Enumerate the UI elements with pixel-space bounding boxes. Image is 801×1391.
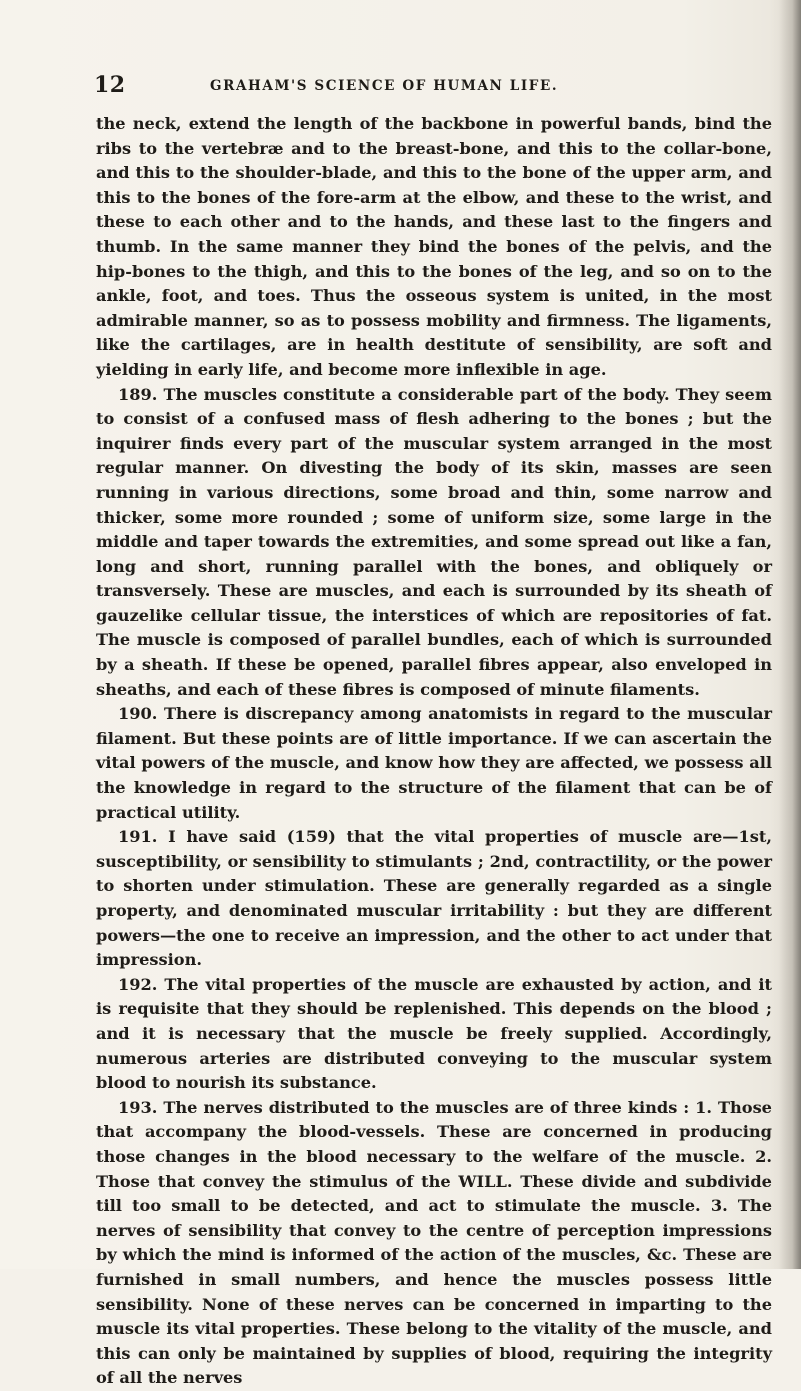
- paragraph-continuation: the neck, extend the length of the backbone in powerful bands, bind the ribs to the vertebræ and to the breast-bone, and this to the collar-bone, and this to the shoulder-blade, and this to the bone of the upper arm, and this to the bones of the fore-arm at the elbow, and these to the wrist, and these to each other and to the hands, and these last to the fingers and thumb. In the same manner they bind the bones of the pelvis, and the hip-bones to the thigh, and this to the bones of the leg, and so on to the ankle, foot, and toes. Thus the osseous system is united, in the most admirable manner, so as to possess mobility and firmness. The ligaments, like the cartilages, are in health destitute of sensibility, are soft and yielding in early life, and become more inflexible in age.: [96, 114, 772, 379]
- paragraph-192: 192. The vital properties of the muscle are exhausted by action, and it is requisite that they should be replenished. This depends on the blood ; and it is necessary that the muscle be freely supplied. Accordingly, numerous arteries are distributed conveying to the muscular system blood to nourish its substance.: [96, 974, 772, 1093]
- page-edge-shadow: [779, 0, 801, 1269]
- paragraph-189: 189. The muscles constitute a considerable part of the body. They seem to consist of a confused mass of flesh adhering to the bones ; but the inquirer finds every part of the muscular system arranged in the most regular manner. On divesting the body of its skin, masses are seen running in various directions, some broad and thin, some narrow and thicker, some more rounded ; some of uniform size, some large in the middle and taper towards the extremities, and some spread out like a fan, long and short, running parallel with the bones, and obliquely or transversely. These are muscles, and each is surrounded by its sheath of gauzelike cellular tissue, the interstices of which are repositories of fat. The muscle is composed of parallel bundles, each of which is surrounded by a sheath. If these be opened, parallel fibres appear, also enveloped in sheaths, and each of these fibres is composed of minute filaments.: [96, 384, 772, 699]
- page-number: 12: [94, 72, 126, 98]
- paragraph-190: 190. There is discrepancy among anatomists in regard to the muscular filament. But these points are of little importance. If we can ascertain the vital powers of the muscle, and know how they are affected, we possess all the knowledge in regard to the structure of the filament that can be of practical utility.: [96, 704, 772, 822]
- running-title: GRAHAM'S SCIENCE OF HUMAN LIFE.: [210, 78, 559, 94]
- paragraph-193: 193. The nerves distributed to the muscles are of three kinds : 1. Those that accompany the blood-vessels. These are concerned in producing those changes in the blood necessary to the welfare of the muscle. 2. Those that convey the stimulus of the WILL. These divide and subdivide till too small to be detected, and act to stimulate the muscle. 3. The nerves of sensibility that convey to the centre of perception impressions by which the mind is informed of the action of the muscles, &c. These are furnished in small numbers, and hence the muscles possess little sensibility. None of these nerves can be concerned in imparting to the muscle its vital properties. These belong to the vitality of the muscle, and this can only be maintained by supplies of blood, requiring the integrity of all the nerves: [96, 1097, 772, 1388]
- paragraph-191: 191. I have said (159) that the vital properties of muscle are—1st, susceptibility, or sensibility to stimulants ; 2nd, contractility, or the power to shorten under stimulation. These are generally regarded as a single property, and denominated muscular irritability : but they are different powers—the one to receive an impression, and the other to act under that impression.: [96, 827, 772, 970]
- page-header: [94, 72, 774, 100]
- body-text: [96, 112, 772, 1391]
